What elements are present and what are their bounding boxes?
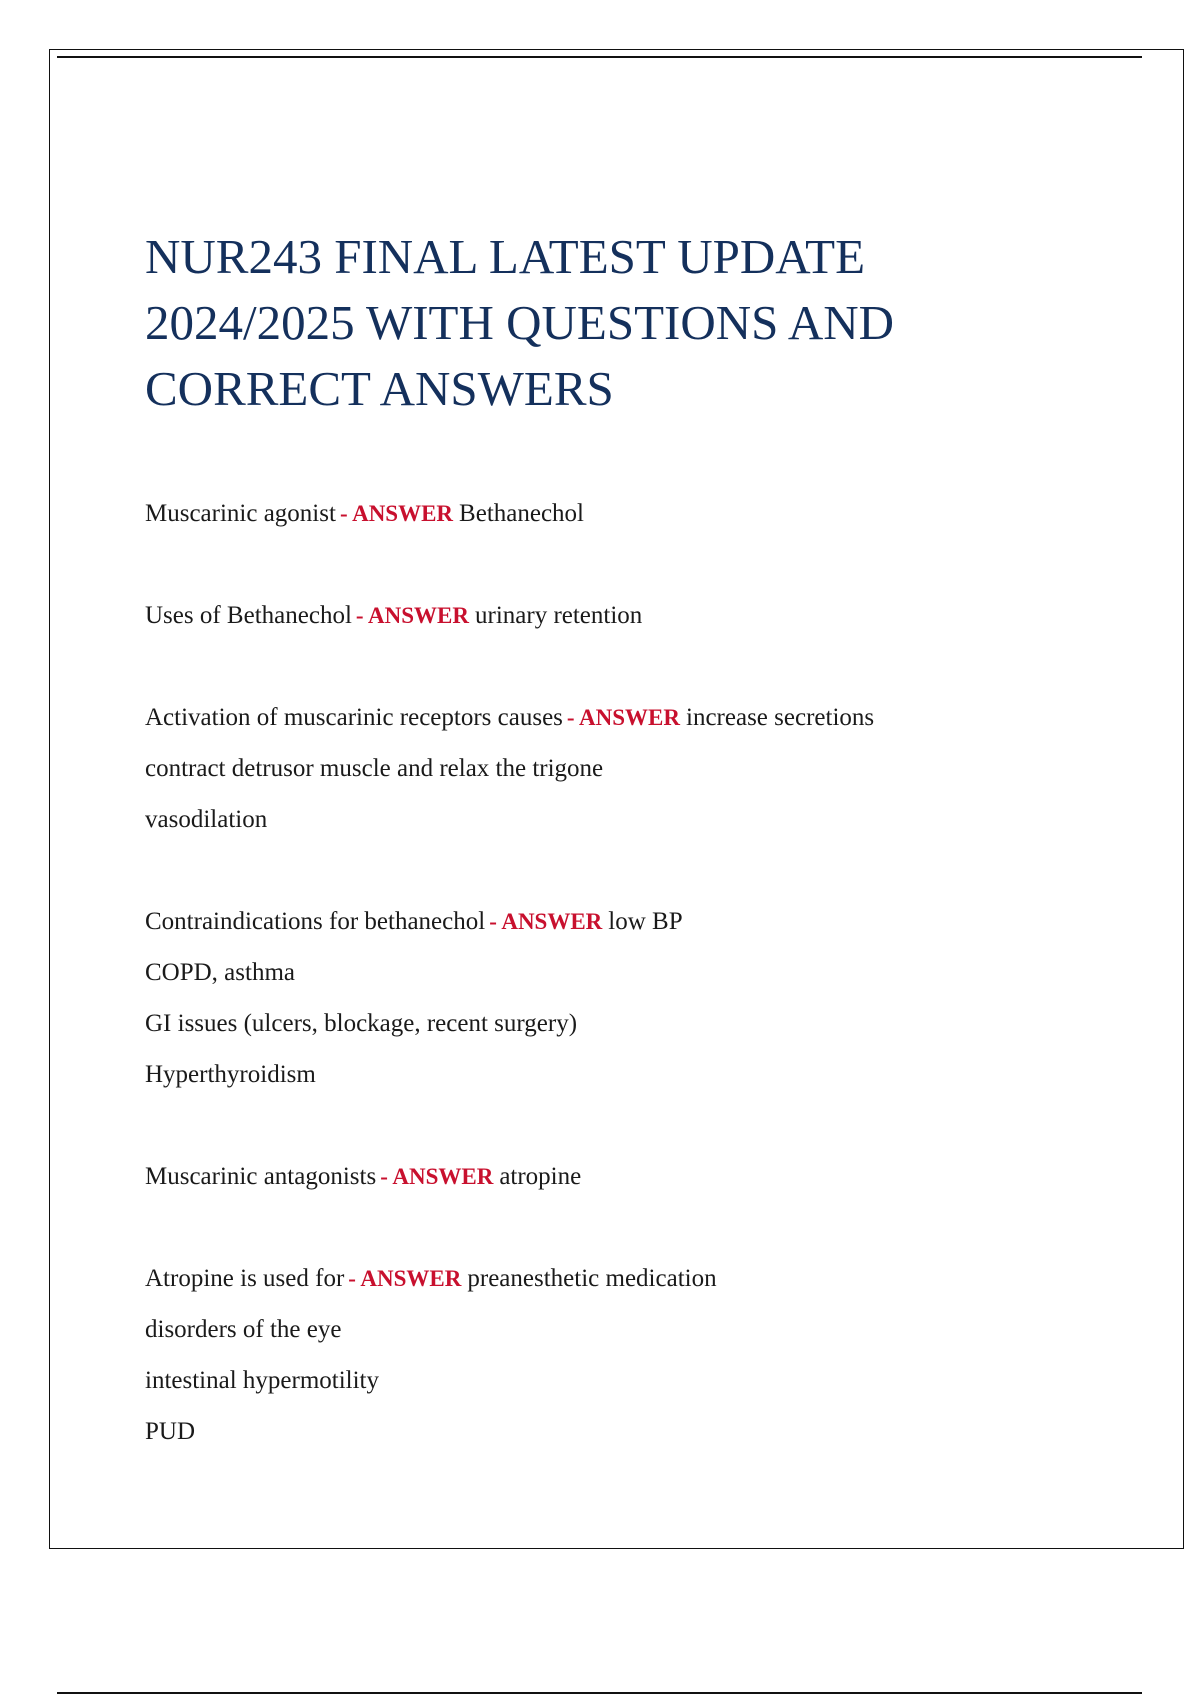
qa-list [145,488,1105,1508]
answer-line: COPD, asthma [145,959,295,986]
answer-text: low BP [608,908,683,935]
answer-text: Bethanechol [459,500,584,527]
question-text: Muscarinic agonist [145,500,336,527]
answer-line: Hyperthyroidism [145,1061,316,1088]
answer-text: urinary retention [475,602,643,629]
document-title: NUR243 FINAL LATEST UPDATE 2024/2025 WITH QUESTIONS AND CORRECT ANSWERS [145,229,895,416]
qa-question-line [145,896,1105,947]
question-text: Uses of Bethanechol [145,602,352,629]
qa-item [145,488,1105,539]
answer-label: - ANSWER [348,1266,462,1291]
question-text: Muscarinic antagonists [145,1163,377,1190]
answer-line: intestinal hypermotility [145,1367,379,1394]
answer-text: preanesthetic medication [467,1265,717,1292]
answer-label: - ANSWER [339,501,454,526]
qa-question-line [145,1253,1105,1304]
answer-line: vasodilation [145,806,268,833]
qa-item [145,1253,1105,1457]
answer-label: - ANSWER [355,603,469,628]
question-text: Contraindications for bethanechol [145,908,486,935]
answer-label: - ANSWER [489,909,603,934]
qa-question-line [145,590,1105,641]
answer-line: GI issues (ulcers, blockage, recent surgery) [145,1010,578,1037]
answer-line: disorders of the eye [145,1316,342,1343]
answer-text: increase secretions [686,704,875,731]
answer-text: atropine [499,1163,582,1190]
qa-item [145,896,1105,1100]
qa-item [145,1151,1105,1202]
question-text: Activation of muscarinic receptors causes [145,704,563,731]
bottom-rule [57,1692,1142,1694]
qa-question-line [145,1151,1105,1202]
answer-line: PUD [145,1418,196,1445]
answer-line: contract detrusor muscle and relax the trigone [145,755,604,782]
answer-label: - ANSWER [380,1164,494,1189]
question-text: Atropine is used for [145,1265,345,1292]
qa-item [145,590,1105,641]
qa-question-line [145,692,1105,743]
qa-item [145,692,1105,845]
top-rule [57,56,1142,58]
qa-question-line [145,488,1105,539]
answer-label: - ANSWER [566,705,681,730]
